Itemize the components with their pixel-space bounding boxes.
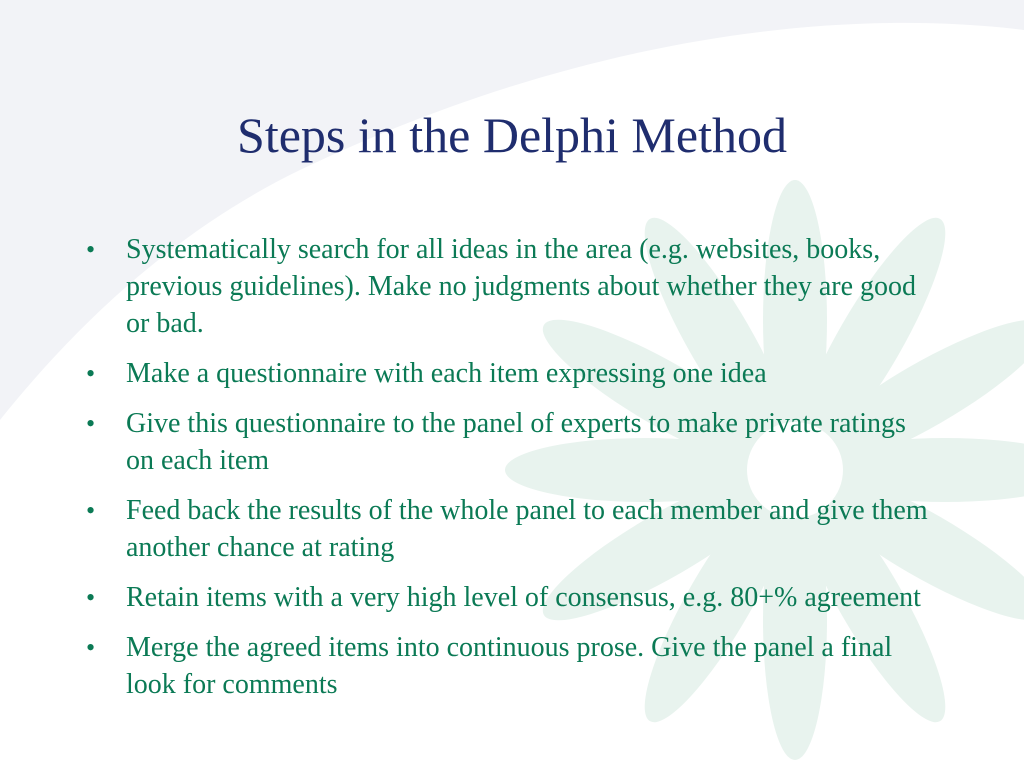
bullet-text: Retain items with a very high level of consensus, e.g. 80+% agreement [126, 582, 921, 613]
bullet-dot-icon: • [86, 583, 96, 612]
bullet-item-6 [80, 629, 940, 703]
bullet-item-2 [80, 355, 940, 392]
bullet-item-5 [80, 579, 940, 616]
bullet-dot-icon: • [86, 359, 96, 388]
bullet-dot-icon: • [86, 633, 96, 662]
bullet-text: Systematically search for all ideas in the area (e.g. websites, books, previous guidelines). Make no judgments about whether they are good or bad. [126, 234, 917, 339]
bullet-item-4 [80, 492, 940, 566]
bullet-text: Make a questionnaire with each item expressing one idea [126, 358, 767, 389]
bullet-dot-icon: • [86, 235, 96, 264]
bullet-text: Feed back the results of the whole panel to each member and give them another chance at rating [126, 495, 928, 563]
slide-title: Steps in the Delphi Method [237, 107, 787, 163]
bullet-item-1 [80, 231, 940, 342]
bullet-dot-icon: • [86, 409, 96, 438]
bullet-text: Give this questionnaire to the panel of experts to make private ratings on each item [126, 408, 906, 476]
bullet-list [80, 231, 940, 716]
bullet-item-3 [80, 405, 940, 479]
bullet-text: Merge the agreed items into continuous prose. Give the panel a final look for comments [126, 632, 893, 700]
bullet-dot-icon: • [86, 496, 96, 525]
